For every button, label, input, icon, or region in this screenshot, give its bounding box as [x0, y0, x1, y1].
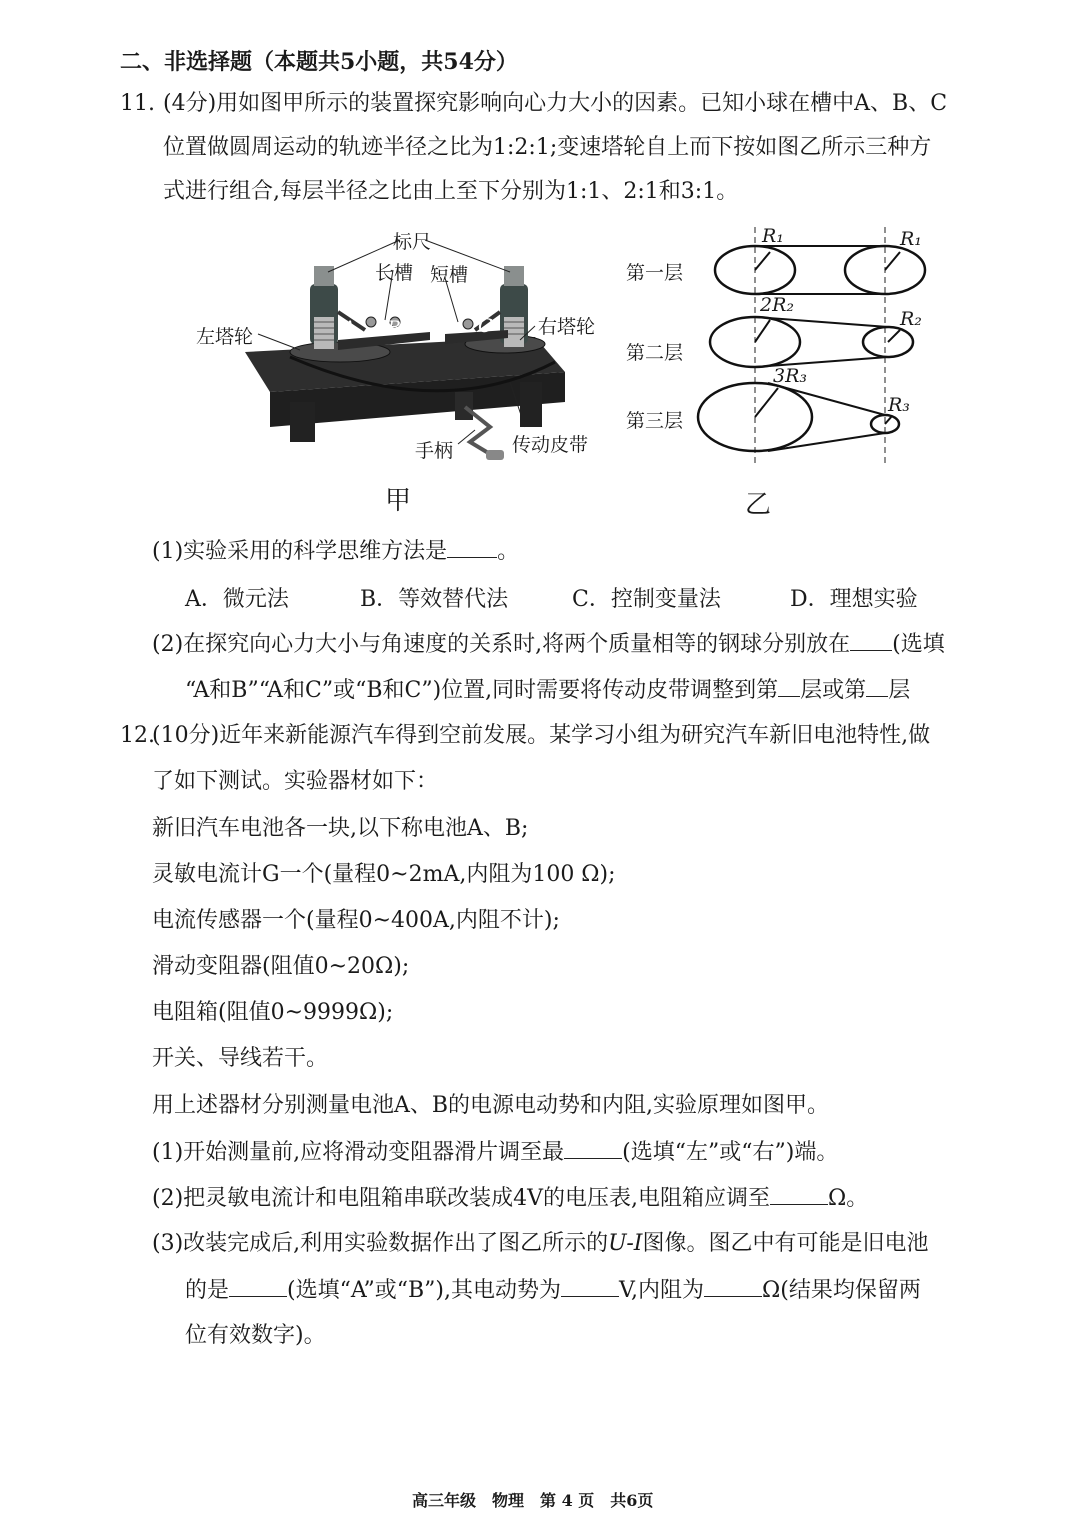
label-long-groove: 长槽: [375, 262, 414, 284]
layer-3-right-radius: R₃: [888, 394, 910, 416]
q12-part3-note: Ω(结果均保留两: [762, 1278, 921, 1303]
q11-stem-line-3: 式进行组合,每层半径之比由上至下分别为1:1、2:1和3:1。: [163, 179, 739, 204]
q12-equipment-5: 电阻箱(阻值0~9999Ω);: [152, 1000, 394, 1025]
q12-part3-ui: U-I: [608, 1231, 643, 1256]
q11-part2-layer-or: 层或第: [800, 678, 867, 703]
q11-option-c[interactable]: C．控制变量法: [572, 587, 721, 612]
q12-part2-blank[interactable]: [770, 1184, 828, 1205]
label-pos-a: A: [342, 317, 356, 339]
q11-option-d[interactable]: D．理想实验: [790, 587, 918, 612]
q11-part1-prompt: (1)实验采用的科学思维方法是: [152, 539, 448, 564]
q11-part2-line1-end: (选填: [892, 632, 945, 657]
label-handle: 手柄: [415, 440, 454, 462]
layer-2-name: 第二层: [626, 342, 684, 364]
q12-part3-line2: [185, 1276, 921, 1305]
q11-part1-blank[interactable]: [447, 537, 497, 558]
q11-part2-line1: [152, 630, 945, 659]
layer-3-name: 第三层: [626, 410, 684, 432]
layer-1-left-radius: R₁: [762, 225, 784, 247]
q12-number: 12.: [120, 723, 155, 748]
q12-equipment-1: 新旧汽车电池各一块,以下称电池A、B;: [152, 816, 529, 841]
q11-part2-layer-end: 层: [888, 678, 911, 703]
q12-part3-r-label: V,内阻为: [619, 1278, 705, 1303]
q11-number: 11.: [120, 91, 155, 116]
q12-part3-line1: [152, 1230, 928, 1258]
q12-part2: [152, 1184, 868, 1213]
label-short-groove: 短槽: [430, 264, 469, 286]
label-pos-b: B: [387, 317, 401, 339]
label-belt: 传动皮带: [512, 434, 589, 456]
q11-stem-line-2: 位置做圆周运动的轨迹半径之比为1:2:1;变速塔轮自上而下按如图乙所示三种方: [163, 135, 932, 160]
label-ruler: 标尺: [393, 231, 432, 253]
q11-option-b[interactable]: B．等效替代法: [360, 587, 509, 612]
q12-part3-which: 的是: [185, 1278, 230, 1303]
q12-part3-blank-battery[interactable]: [229, 1276, 287, 1297]
q11-part2-prompt: (2)在探究向心力大小与角速度的关系时,将两个质量相等的钢球分别放在: [152, 632, 851, 657]
q12-principle: 用上述器材分别测量电池A、B的电源电动势和内阻,实验原理如图甲。: [152, 1093, 830, 1118]
section-title: 二、非选择题（本题共5小题，共54分）: [120, 49, 518, 75]
q12-part3-blank-emf[interactable]: [561, 1276, 619, 1297]
q12-part3-prompt-cont: 图像。图乙中有可能是旧电池: [642, 1231, 929, 1256]
q12-stem-line-1: (10分)近年来新能源汽车得到空前发展。某学习小组为研究汽车新旧电池特性,做: [152, 723, 931, 748]
label-right-wheel: 右塔轮: [538, 316, 596, 338]
q12-part1-blank[interactable]: [564, 1138, 622, 1159]
q12-part2-prompt: (2)把灵敏电流计和电阻箱串联改装成4V的电压表,电阻箱应调至: [152, 1186, 771, 1211]
figure-jia-caption: 甲: [385, 486, 412, 516]
q11-part2-line2: [185, 676, 910, 705]
q11-part2-blank-layer-2[interactable]: [866, 676, 888, 697]
layer-3-left-radius: 3R₃: [773, 365, 808, 387]
figure-yi-caption: 乙: [745, 490, 772, 520]
figure-yi: [620, 222, 950, 472]
q12-part3-emf-label: (选填“A”或“B”),其电动势为: [287, 1278, 561, 1303]
q12-equipment-4: 滑动变阻器(阻值0~20Ω);: [152, 954, 410, 979]
q12-equipment-2: 灵敏电流计G一个(量程0~2mA,内阻为100 Ω);: [152, 862, 616, 887]
q11-part1-end: 。: [497, 539, 520, 564]
q12-part1: [152, 1138, 838, 1167]
page-footer: 高三年级 物理 第 4 页 共6页: [412, 1491, 654, 1510]
q11-part1: [152, 537, 519, 566]
q12-part3-prompt: (3)改装完成后,利用实验数据作出了图乙所示的: [152, 1231, 609, 1256]
q11-part2-blank-position[interactable]: [850, 630, 892, 651]
q12-part1-prompt: (1)开始测量前,应将滑动变阻器滑片调至最: [152, 1140, 565, 1165]
q11-part2-choices: “A和B”“A和C”或“B和C”)位置,同时需要将传动皮带调整到第: [185, 678, 779, 703]
layer-2-left-radius: 2R₂: [760, 294, 795, 316]
q12-part1-end: (选填“左”或“右”)端。: [622, 1140, 839, 1165]
q11-option-a[interactable]: A．微元法: [185, 587, 289, 612]
q12-equipment-3: 电流传感器一个(量程0~400A,内阻不计);: [152, 908, 560, 933]
label-left-wheel: 左塔轮: [196, 326, 254, 348]
q12-part3-line3: 位有效数字)。: [185, 1323, 326, 1348]
q12-stem-line-2: 了如下测试。实验器材如下：: [152, 769, 439, 794]
q11-part2-blank-layer-1[interactable]: [778, 676, 800, 697]
q12-equipment-6: 开关、导线若干。: [152, 1046, 329, 1071]
figure-jia: [190, 222, 610, 472]
layer-2-right-radius: R₂: [900, 308, 922, 330]
q11-stem-line-1: (4分)用如图甲所示的装置探究影响向心力大小的因素。已知小球在槽中A、B、C: [163, 91, 948, 116]
layer-1-name: 第一层: [626, 262, 684, 284]
layer-1-right-radius: R₁: [900, 228, 922, 250]
q12-part2-end: Ω。: [828, 1186, 869, 1211]
label-pos-c: C: [478, 315, 493, 337]
q12-part3-blank-resistance[interactable]: [704, 1276, 762, 1297]
